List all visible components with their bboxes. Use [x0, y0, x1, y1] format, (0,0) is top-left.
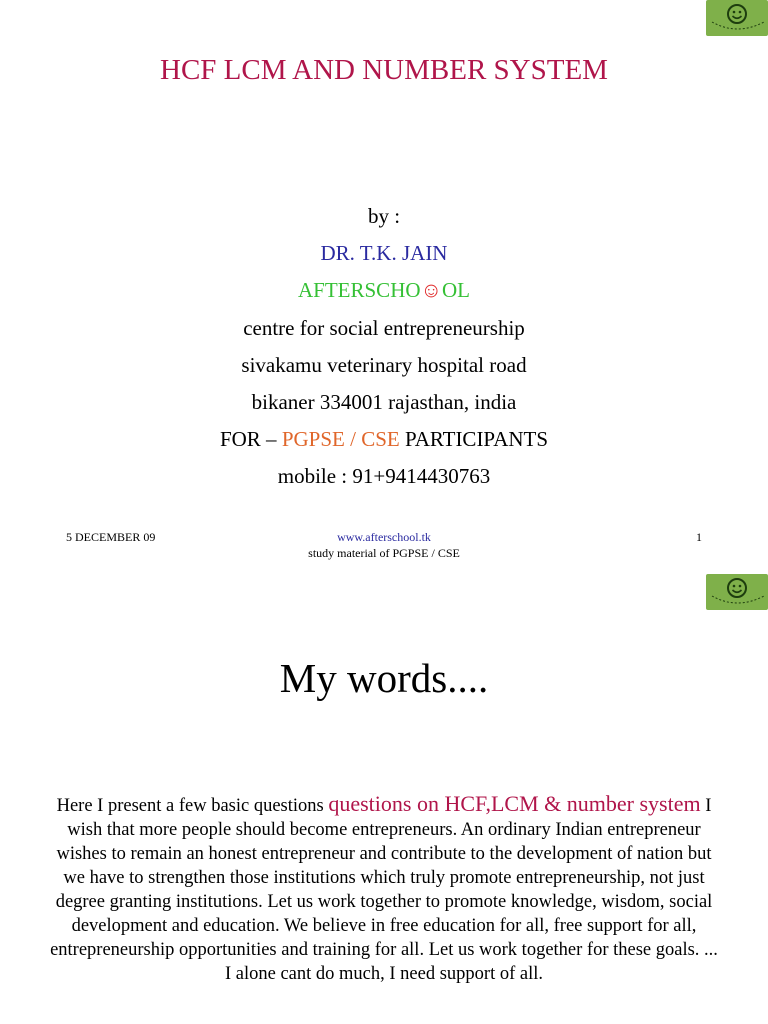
org-name — [0, 278, 768, 303]
page-number: 1 — [696, 530, 702, 544]
footer-date: 5 DECEMBER 09 — [66, 530, 156, 544]
by-label: by : — [367, 204, 401, 228]
address-line-2: sivakamu veterinary hospital road — [241, 353, 527, 377]
body-highlight: questions on HCF,LCM & number system — [328, 791, 701, 816]
smiley-icon: ☺ — [420, 278, 442, 302]
org-name-part1: AFTERSCHO — [298, 278, 421, 302]
body-rest: I wish that more people should become entrepreneurs. An ordinary Indian entrepreneur wishes to remain an honest entrepreneur and contribute to the development of nation but we have to strengthen those institutions which truly promote entrepreneurship, not just degree granting institutions. Let us work together to promote knowledge, wisdom, social development and education. We believe in free education for all, free support for all, entrepreneurship opportunities and training for all. Let us work together for these goals. ... I alone cant do much, I need support of all. — [50, 796, 718, 984]
smiley-logo-icon — [706, 0, 768, 36]
program-cse: CSE — [361, 427, 400, 451]
address-line-3: bikaner 334001 rajasthan, india — [251, 390, 517, 414]
smiley-logo-icon — [706, 574, 768, 610]
for-prefix: FOR – — [219, 427, 282, 451]
slide-title: My words.... — [279, 655, 489, 701]
footer-website-link[interactable]: www.afterschool.tk — [337, 530, 431, 544]
body-paragraph — [50, 792, 718, 986]
program-pgpse: PGPSE — [281, 427, 345, 451]
author-name: DR. T.K. JAIN — [320, 241, 448, 265]
participants-suffix: PARTICIPANTS — [399, 427, 549, 451]
org-name-part2: OL — [441, 278, 470, 302]
slide-title: HCF LCM AND NUMBER SYSTEM — [160, 54, 608, 86]
program-separator: / — [344, 427, 362, 451]
participants-line — [0, 427, 768, 452]
address-line-1: centre for social entrepreneurship — [243, 316, 525, 340]
slide-2 — [0, 570, 768, 1024]
body-intro: Here I present a few basic questions — [56, 796, 329, 816]
footer-study-note: study material of PGPSE / CSE — [308, 546, 460, 560]
mobile-number: mobile : 91+9414430763 — [277, 464, 491, 488]
